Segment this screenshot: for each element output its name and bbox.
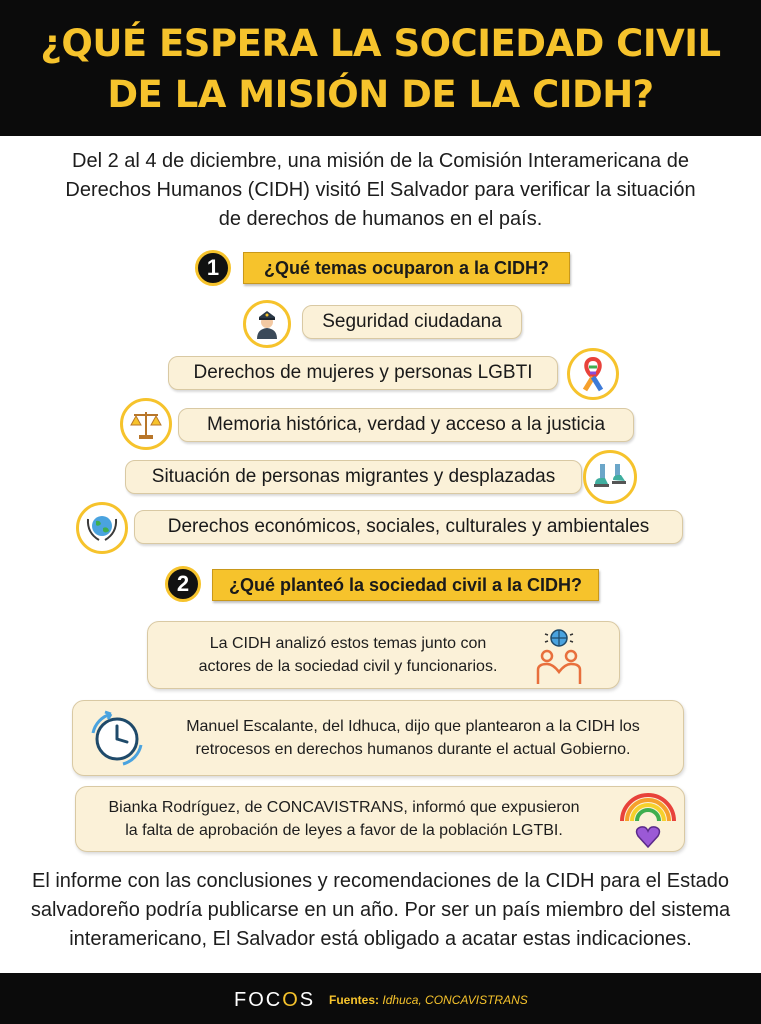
card-1-line-2: actores de la sociedad civil y funcionarios. [198,658,498,675]
logo-part-2: O [282,989,300,1011]
globe-laurel-icon [76,502,128,554]
intro-line-3: de derechos de humanos en el país. [218,208,543,230]
topic-derechos-mujeres: Derechos de mujeres y personas LGBTI [168,356,558,390]
rainbow-ribbon-icon [567,348,619,400]
outro-line-2: salvadoreño podría publicarse en un año. Por ser un país miembro del sistema [30,899,731,921]
card-manuel-escalante [72,700,684,776]
title-line-2: DE LA MISIÓN DE LA CIDH? [107,73,654,116]
intro-line-2: Derechos Humanos (CIDH) visitó El Salvador para verificar la situación [65,179,696,201]
section-2-heading: ¿Qué planteó la sociedad civil a la CIDH? [212,569,599,601]
card-3-text [84,796,604,842]
footer-bar [0,973,761,1024]
section-1-heading: ¿Qué temas ocuparon a la CIDH? [243,252,570,284]
walking-feet-icon [583,450,637,504]
outro-paragraph [10,867,751,954]
intro-line-1: Del 2 al 4 de diciembre, una misión de la Comisión Interamericana de [72,150,689,172]
police-officer-icon [243,300,291,348]
topic-seguridad: Seguridad ciudadana [302,305,522,339]
sources-label: Fuentes: [329,993,380,1007]
intro-paragraph [40,147,721,234]
topic-migrantes: Situación de personas migrantes y desplazadas [125,460,582,494]
card-1-line-1: La CIDH analizó estos temas junto con [209,635,487,652]
outro-line-1: El informe con las conclusiones y recomendaciones de la CIDH para el Estado [31,870,730,892]
sources-text [329,993,528,1007]
card-3-line-1: Bianka Rodríguez, de CONCAVISTRANS, informó que expusieron [108,799,580,816]
card-bianka-rodriguez [75,786,685,852]
topic-desca: Derechos económicos, sociales, culturales y ambientales [134,510,683,544]
card-2-text [153,715,673,761]
sources-value: Idhuca, CONCAVISTRANS [382,993,528,1007]
outro-line-3: interamericano, El Salvador está obligado a acatar estas indicaciones. [69,928,692,950]
people-globe-icon [531,626,587,691]
card-1-text [168,632,528,678]
clock-rewind-icon [87,709,147,774]
title-banner [0,0,761,136]
step-1-badge: 1 [195,250,231,286]
justice-scale-icon [120,398,172,450]
card-cidh-analizo [147,621,620,689]
step-2-badge: 2 [165,566,201,602]
topic-memoria-historica: Memoria histórica, verdad y acceso a la justicia [178,408,634,442]
card-2-line-2: retrocesos en derechos humanos durante el actual Gobierno. [195,741,631,758]
logo-part-1: FOC [234,989,283,1011]
logo-part-3: S [299,989,316,1011]
card-3-line-2: la falta de aprobación de leyes a favor de la población LGTBI. [125,822,563,839]
title-line-1: ¿QUÉ ESPERA LA SOCIEDAD CIVIL [40,22,721,65]
focos-logo [234,989,315,1012]
card-2-line-1: Manuel Escalante, del Idhuca, dijo que plantearon a la CIDH los [186,718,640,735]
rainbow-heart-icon [616,789,680,856]
